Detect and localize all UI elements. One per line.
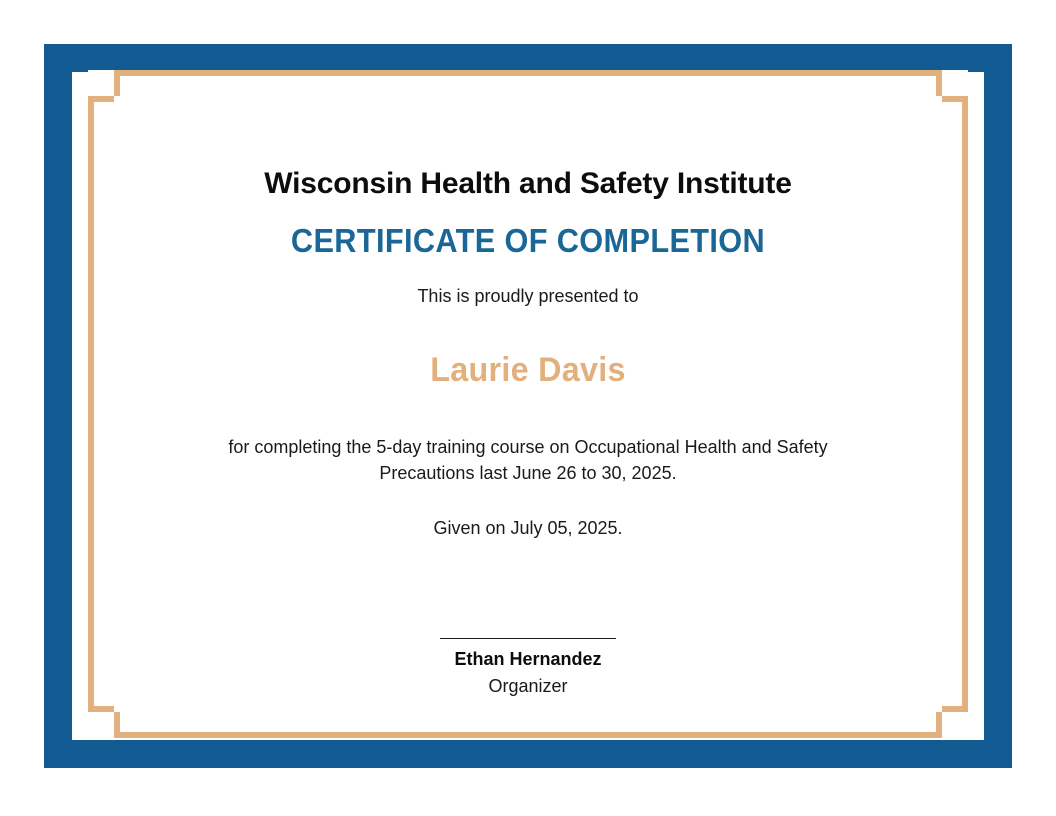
recipient-name: Laurie Davis: [430, 351, 626, 389]
certificate-outer-border: [44, 44, 1012, 768]
certificate-title: CERTIFICATE OF COMPLETION: [290, 222, 766, 259]
certificate-content: [88, 70, 968, 738]
signer-name: Ethan Hernandez: [454, 649, 602, 669]
signature-block: [88, 638, 968, 697]
organization-name: Wisconsin Health and Safety Institute: [264, 167, 792, 200]
presented-to-label: This is proudly presented to: [417, 286, 639, 306]
signer-role: Organizer: [488, 676, 568, 696]
signature-line: [440, 638, 616, 639]
issue-date: Given on July 05, 2025.: [433, 518, 623, 539]
completion-reason: for completing the 5-day training course on Occupational Health and Safety Precautions last June 26 to 30, 2025.: [228, 437, 828, 484]
